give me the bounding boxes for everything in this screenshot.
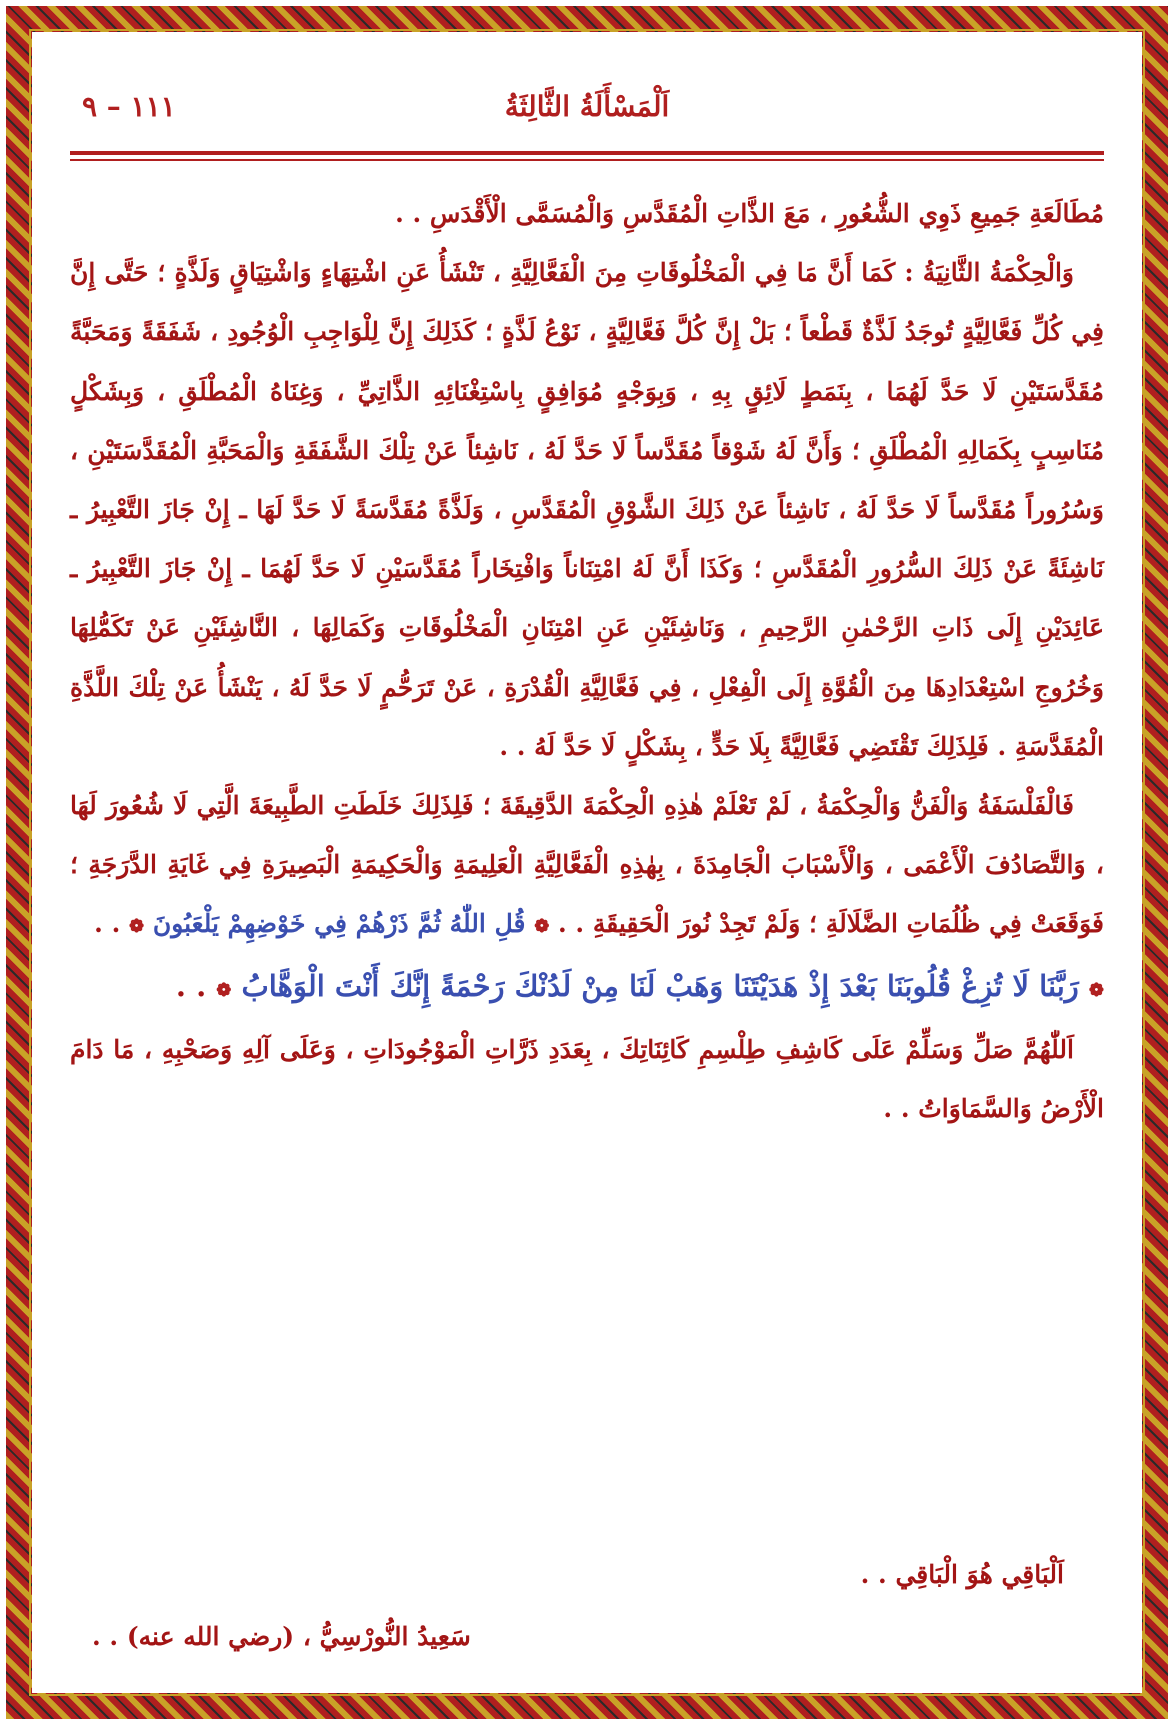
- main-text: [70, 184, 1104, 1138]
- paragraph: وَالْحِكْمَةُ الثَّانِيَةُ : كَمَا أَنَّ مَا فِي الْمَخْلُوقَاتِ مِنَ الْفَعَّالِيَّةِ ، تَنْشَأُ عَنِ اشْتِهَاءٍ وَاشْتِيَاقٍ وَلَذَّةٍ ؛ حَتَّى إِنَّ فِي كُلِّ فَعَّالِيَّةٍ تُوجَدُ لَذَّةٌ قَطْعاً ؛ بَلْ إِنَّ كُلَّ فَعَّالِيَّةٍ ، نَوْعُ لَذَّةٍ ؛ كَذَلِكَ إِنَّ لِلْوَاجِبِ الْوُجُودِ ، شَفَقَةً وَمَحَبَّةً مُقَدَّسَتَيْنِ لَا حَدَّ لَهُمَا ، بِنَمَطٍ لَائِقٍ بِهِ ، وَبِوَجْهٍ مُوَافِقٍ بِاسْتِغْنَائِهِ الذَّاتِيِّ ، وَغِنَاهُ الْمُطْلَقِ ، وَبِشَكْلٍ مُنَاسِبٍ بِكَمَالِهِ الْمُطْلَقِ ؛ وَأَنَّ لَهُ شَوْقاً مُقَدَّساً لَا حَدَّ لَهُ ، نَاشِئاً عَنْ تِلْكَ الشَّفَقَةِ وَالْمَحَبَّةِ الْمُقَدَّسَتَيْنِ ، وَسُرُوراً مُقَدَّساً لَا حَدَّ لَهُ ، نَاشِئاً عَنْ ذَلِكَ الشَّوْقِ الْمُقَدَّسِ ، وَلَذَّةً مُقَدَّسَةً لَا حَدَّ لَهَا ـ إِنْ جَازَ التَّعْبِيرُ ـ نَاشِئَةً عَنْ ذَلِكَ السُّرُورِ الْمُقَدَّسِ ؛ وَكَذَا أَنَّ لَهُ امْتِنَاناً وَافْتِخَاراً مُقَدَّسَيْنِ لَا حَدَّ لَهُمَا ـ إِنْ جَازَ التَّعْبِيرُ ـ عَائِدَيْنِ إِلَى ذَاتِ الرَّحْمٰنِ الرَّحِيمِ ، وَنَاشِئَيْنِ عَنِ امْتِنَانِ الْمَخْلُوقَاتِ وَكَمَالِهَا ، النَّاشِئَيْنِ عَنْ تَكَمُّلِهَا وَخُرُوجِ اسْتِعْدَادِهَا مِنَ الْقُوَّةِ إِلَى الْفِعْلِ ، فِي فَعَّالِيَّةِ الْقُدْرَةِ ، عَنْ تَرَحُّمٍ لَا حَدَّ لَهُ ، يَنْشَأُ عَنْ تِلْكَ اللَّذَّةِ الْمُقَدَّسَةِ . فَلِذَلِكَ تَقْتَضِي فَعَّالِيَّةً بِلَا حَدٍّ ، بِشَكْلٍ لَا حَدَّ لَهُ . .: [70, 258, 1104, 761]
- rosette-icon: ❁: [129, 916, 145, 938]
- page-title: اَلْمَسْأَلَةُ الثَّالِثَةُ: [504, 90, 670, 123]
- paragraph: مُطَالَعَةِ جَمِيعِ ذَوِي الشُّعُورِ ، مَعَ الذَّاتِ الْمُقَدَّسِ وَالْمُسَمَّى الْأَقْدَسِ . .: [395, 199, 1104, 228]
- page-number: ١١١ – ٩: [82, 90, 176, 123]
- trailing-dots: . .: [175, 968, 207, 1003]
- closing-phrase: اَلْبَاقِي هُوَ الْبَاقِي . .: [860, 1560, 1064, 1589]
- paragraph: [70, 776, 1104, 957]
- trailing-dots: . .: [94, 909, 121, 939]
- header-rule-thick: [70, 151, 1104, 155]
- rosette-icon: ❁: [534, 916, 550, 938]
- quran-verse: رَبَّنَا لَا تُزِغْ قُلُوبَنَا بَعْدَ إِذْ هَدَيْتَنَا وَهَبْ لَنَا مِنْ لَدُنْكَ رَحْمَةً إِنَّكَ أَنْتَ الْوَهَّابُ: [241, 968, 1079, 1003]
- prayer-paragraph: اَللّٰهُمَّ صَلِّ وَسَلِّمْ عَلَى كَاشِفِ طِلْسِمِ كَائِنَاتِكَ ، بِعَدَدِ ذَرَّاتِ الْمَوْجُودَاتِ ، وَعَلَى آلِهِ وَصَحْبِهِ ، مَا دَامَ الْأَرْضُ وَالسَّمَاوَاتُ . .: [70, 1034, 1104, 1124]
- page-body: [36, 36, 1138, 1689]
- header-rule-thin: [70, 159, 1104, 161]
- signature: سَعِيدُ النُّورْسِيُّ ، (رضي الله عنه) . .: [92, 1622, 471, 1651]
- quran-verse: قُلِ اللّٰهُ ثُمَّ ذَرْهُمْ فِي خَوْضِهِمْ يَلْعَبُونَ: [152, 909, 526, 939]
- quran-verse-block: [70, 957, 1104, 1020]
- rosette-icon: ❁: [1088, 979, 1104, 1001]
- page-header: [70, 90, 1104, 130]
- paragraph-text: فَالْفَلْسَفَةُ وَالْفَنُّ وَالْحِكْمَةُ ، لَمْ تَعْلَمْ هٰذِهِ الْحِكْمَةَ الدَّقِيقَةَ ؛ فَلِذَلِكَ خَلَطَتِ الطَّبِيعَةَ الَّتِي لَا شُعُورَ لَهَا ، وَالتَّصَادُفَ الْأَعْمَى ، وَالْأَسْبَابَ الْجَامِدَةَ ، بِهٰذِهِ الْفَعَّالِيَّةِ الْعَلِيمَةِ وَالْحَكِيمَةِ الْبَصِيرَةِ فِي غَايَةِ الدَّرَجَةِ ؛ فَوَقَعَتْ فِي ظُلُمَاتِ الضَّلَالَةِ ؛ وَلَمْ تَجِدْ نُورَ الْحَقِيقَةِ . .: [70, 791, 1104, 939]
- rosette-icon: ❁: [216, 979, 232, 1001]
